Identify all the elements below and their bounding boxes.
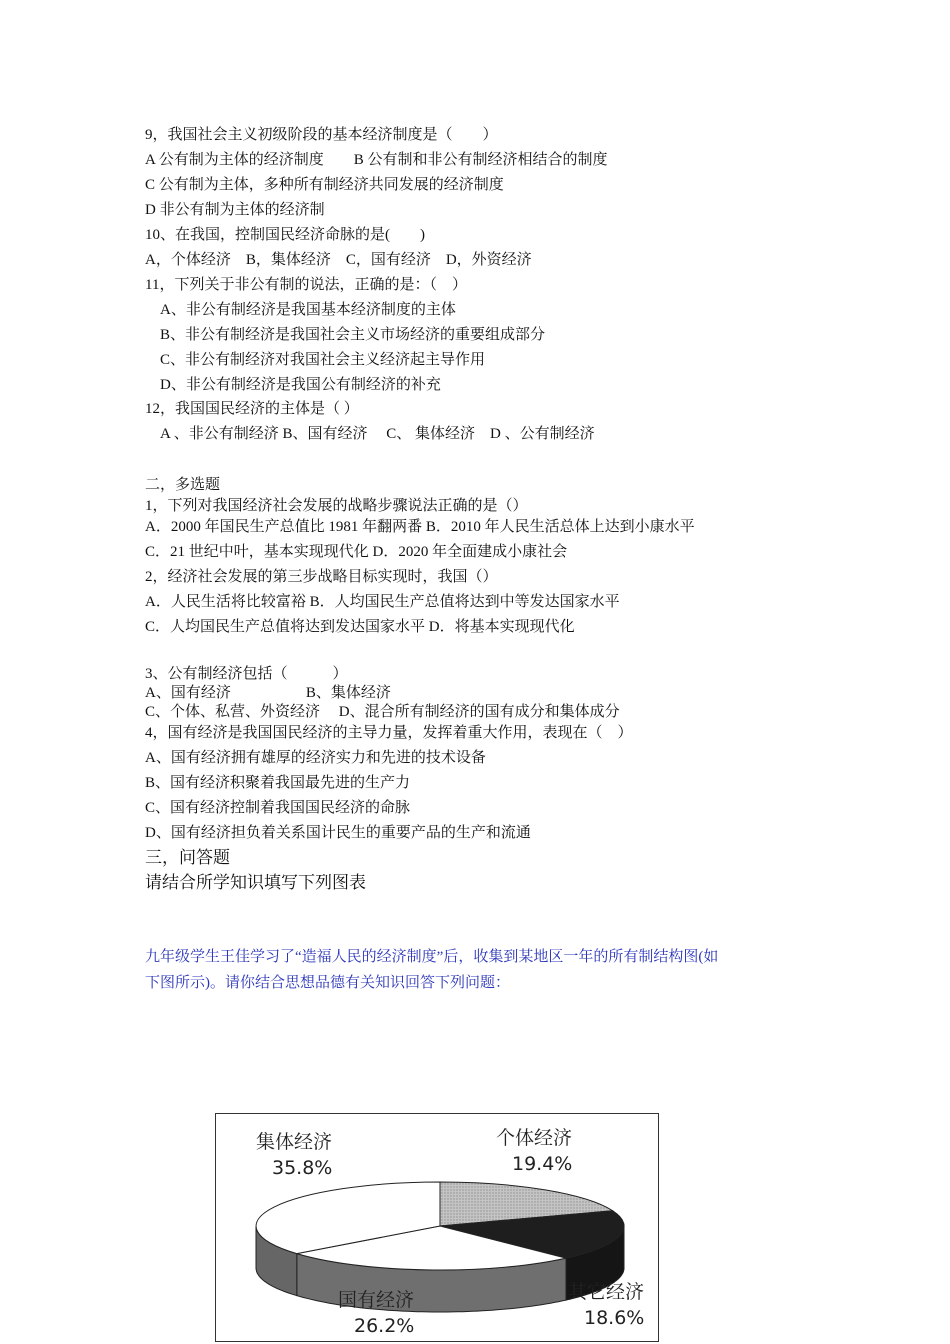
pie-chart-svg (216, 1114, 657, 1340)
label-collective-name: 集体经济 (256, 1131, 333, 1153)
question-9-option-d: D 非公有制为主体的经济制 (145, 202, 325, 218)
mc-question-3-options-ab: A、国有经济 B、集体经济 (145, 685, 391, 701)
qa-prompt: 请结合所学知识填写下列图表 (145, 873, 366, 892)
label-other-value: 18.6% (584, 1307, 645, 1329)
mc-question-4-option-a: A、国有经济拥有雄厚的经济实力和先进的技术设备 (145, 750, 486, 766)
label-other-name: 其它经济 (568, 1281, 645, 1303)
label-individual-name: 个体经济 (496, 1127, 573, 1149)
mc-question-2: 2，经济社会发展的第三步战略目标实现时，我国（） (145, 569, 498, 585)
question-9: 9，我国社会主义初级阶段的基本经济制度是（ ） (145, 127, 498, 143)
question-12: 12，我国国民经济的主体是（ ） (145, 401, 359, 417)
mc-question-4-option-c: C、国有经济控制着我国国民经济的命脉 (145, 800, 411, 816)
mc-question-1: 1，下列对我国经济社会发展的战略步骤说法正确的是（） (145, 498, 528, 514)
mc-question-4: 4，国有经济是我国国民经济的主导力量，发挥着重大作用，表现在（ ） (145, 725, 633, 741)
question-11-option-c: C、非公有制经济对我国社会主义经济起主导作用 (160, 352, 486, 368)
question-11-option-d: D、非公有制经济是我国公有制经济的补充 (160, 377, 441, 393)
multi-choice-title: 二，多选题 (145, 477, 221, 493)
question-11-option-a: A、非公有制经济是我国基本经济制度的主体 (160, 302, 456, 318)
label-state-name: 国有经济 (338, 1289, 415, 1311)
mc-question-1-options-ab: A．2000 年国民生产总值比 1981 年翻两番 B．2010 年人民生活总体上达到小康水平 (145, 519, 695, 535)
label-state-value: 26.2% (354, 1315, 415, 1337)
label-collective-value: 35.8% (272, 1157, 333, 1179)
mc-question-3-options-cd: C、个体、私营、外资经济 D、混合所有制经济的国有成分和集体成分 (145, 704, 620, 720)
mc-question-2-options-cd: C．人均国民生产总值将达到发达国家水平 D．将基本实现现代化 (145, 619, 575, 635)
qa-title: 三，问答题 (145, 848, 230, 867)
question-10: 10、在我国，控制国民经济命脉的是( ) (145, 227, 425, 243)
mc-question-2-options-ab: A．人民生活将比较富裕 B．人均国民生产总值将达到中等发达国家水平 (145, 594, 620, 610)
mc-question-4-option-d: D、国有经济担负着关系国计民生的重要产品的生产和流通 (145, 825, 531, 841)
question-10-options: A，个体经济 B，集体经济 C，国有经济 D，外资经济 (145, 252, 532, 268)
case-text-line-2: 下图所示)。请你结合思想品德有关知识回答下列问题： (145, 975, 510, 991)
question-9-option-c: C 公有制为主体，多种所有制经济共同发展的经济制度 (145, 177, 504, 193)
question-11-option-b: B、非公有制经济是我国社会主义市场经济的重要组成部分 (160, 327, 546, 343)
case-text-line-1: 九年级学生王佳学习了“造福人民的经济制度”后，收集到某地区一年的所有制结构图(如 (145, 949, 719, 965)
question-12-options: A 、非公有制经济 B、国有经济 C、 集体经济 D 、公有制经济 (160, 426, 595, 442)
mc-question-1-options-cd: C．21 世纪中叶，基本实现现代化 D．2020 年全面建成小康社会 (145, 544, 568, 560)
ownership-structure-chart (215, 1113, 659, 1342)
question-11: 11，下列关于非公有制的说法，正确的是：（ ） (145, 277, 467, 293)
mc-question-3: 3、公有制经济包括（ ） (145, 666, 348, 682)
mc-question-4-option-b: B、国有经济积聚着我国最先进的生产力 (145, 775, 411, 791)
label-individual-value: 19.4% (512, 1153, 573, 1175)
question-9-options-ab: A 公有制为主体的经济制度 B 公有制和非公有制经济相结合的制度 (145, 152, 608, 168)
